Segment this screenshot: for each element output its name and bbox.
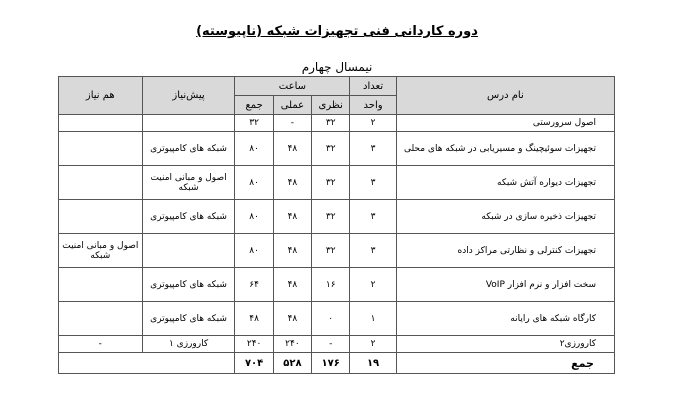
practical-hours-cell: ۴۸ (273, 166, 311, 200)
coreq-cell (59, 115, 143, 132)
sum-hours-cell: ۶۴ (235, 268, 273, 302)
coreq-cell (59, 200, 143, 234)
practical-hours-cell: ۴۸ (273, 268, 311, 302)
units-cell: ۲ (350, 268, 396, 302)
total-units: ۱۹ (350, 353, 396, 374)
total-row (59, 353, 615, 374)
practical-hours-cell: - (273, 115, 311, 132)
course-name-cell: سخت افزار و نرم افزار VoIP (396, 268, 614, 302)
table-row (59, 302, 615, 336)
header-course-name: نام درس (396, 77, 614, 115)
units-cell: ۳ (350, 200, 396, 234)
course-name-cell: کارگاه شبکه های رایانه (396, 302, 614, 336)
header-prereq: پیش‌نیاز (142, 77, 235, 115)
prereq-cell: شبکه های کامپیوتری (142, 132, 235, 166)
sum-hours-cell: ۸۰ (235, 166, 273, 200)
total-empty (59, 353, 235, 374)
practical-hours-cell: ۴۸ (273, 302, 311, 336)
practical-hours-cell: ۴۸ (273, 132, 311, 166)
prereq-cell: شبکه های کامپیوتری (142, 200, 235, 234)
prereq-cell (142, 115, 235, 132)
units-cell: ۳ (350, 166, 396, 200)
prereq-cell: اصول و مبانی امنیت شبکه (142, 166, 235, 200)
prereq-cell: کارورزی ۱ (142, 336, 235, 353)
sum-hours-cell: ۸۰ (235, 132, 273, 166)
prereq-cell (142, 234, 235, 268)
units-cell: ۲ (350, 336, 396, 353)
sum-hours-cell: ۳۲ (235, 115, 273, 132)
table-row (59, 166, 615, 200)
total-label: جمع (396, 353, 614, 374)
course-name-cell: تجهیزات ذخیره سازی در شبکه (396, 200, 614, 234)
theory-hours-cell: ۳۲ (312, 132, 350, 166)
header-hours: ساعت (235, 77, 350, 96)
header-practical: عملی (273, 96, 311, 115)
theory-hours-cell: - (312, 336, 350, 353)
coreq-cell (59, 302, 143, 336)
header-sum: جمع (235, 96, 273, 115)
theory-hours-cell: ۰ (312, 302, 350, 336)
prereq-cell: شبکه های کامپیوتری (142, 268, 235, 302)
header-theory: نظری (312, 96, 350, 115)
header-units-bottom: واحد (350, 96, 396, 115)
sum-hours-cell: ۸۰ (235, 234, 273, 268)
coreq-cell: اصول و مبانی امنیت شبکه (59, 234, 143, 268)
prereq-cell: شبکه های کامپیوتری (142, 302, 235, 336)
header-coreq: هم نیاز (59, 77, 143, 115)
table-row (59, 115, 615, 132)
theory-hours-cell: ۳۲ (312, 234, 350, 268)
units-cell: ۳ (350, 234, 396, 268)
table-row (59, 268, 615, 302)
semester-label: نیمسال چهارم (301, 60, 373, 74)
course-name-cell: تجهیزات کنترلی و نظارتی مراکز داده (396, 234, 614, 268)
theory-hours-cell: ۳۲ (312, 200, 350, 234)
units-cell: ۳ (350, 132, 396, 166)
curriculum-table (58, 76, 615, 374)
coreq-cell (59, 132, 143, 166)
total-theory: ۱۷۶ (312, 353, 350, 374)
course-name-cell: اصول سرورستی (396, 115, 614, 132)
course-name-cell: کارورزی۲ (396, 336, 614, 353)
practical-hours-cell: ۴۸ (273, 200, 311, 234)
units-cell: ۱ (350, 302, 396, 336)
table-row (59, 336, 615, 353)
coreq-cell: - (59, 336, 143, 353)
theory-hours-cell: ۳۲ (312, 115, 350, 132)
theory-hours-cell: ۳۲ (312, 166, 350, 200)
table-row (59, 234, 615, 268)
table-row (59, 132, 615, 166)
theory-hours-cell: ۱۶ (312, 268, 350, 302)
course-name-cell: تجهیزات دیواره آتش شبکه (396, 166, 614, 200)
sum-hours-cell: ۴۸ (235, 302, 273, 336)
coreq-cell (59, 166, 143, 200)
total-sum: ۷۰۴ (235, 353, 273, 374)
practical-hours-cell: ۲۴۰ (273, 336, 311, 353)
practical-hours-cell: ۴۸ (273, 234, 311, 268)
total-practical: ۵۲۸ (273, 353, 311, 374)
units-cell: ۲ (350, 115, 396, 132)
page-title: دوره کاردانی فنی تجهیزات شبکه (ناپیوسته) (196, 24, 478, 39)
sum-hours-cell: ۸۰ (235, 200, 273, 234)
header-units-top: تعداد (350, 77, 396, 96)
table-row (59, 200, 615, 234)
coreq-cell (59, 268, 143, 302)
sum-hours-cell: ۲۴۰ (235, 336, 273, 353)
course-name-cell: تجهیزات سوئیچینگ و مسیریابی در شبکه های محلی (396, 132, 614, 166)
